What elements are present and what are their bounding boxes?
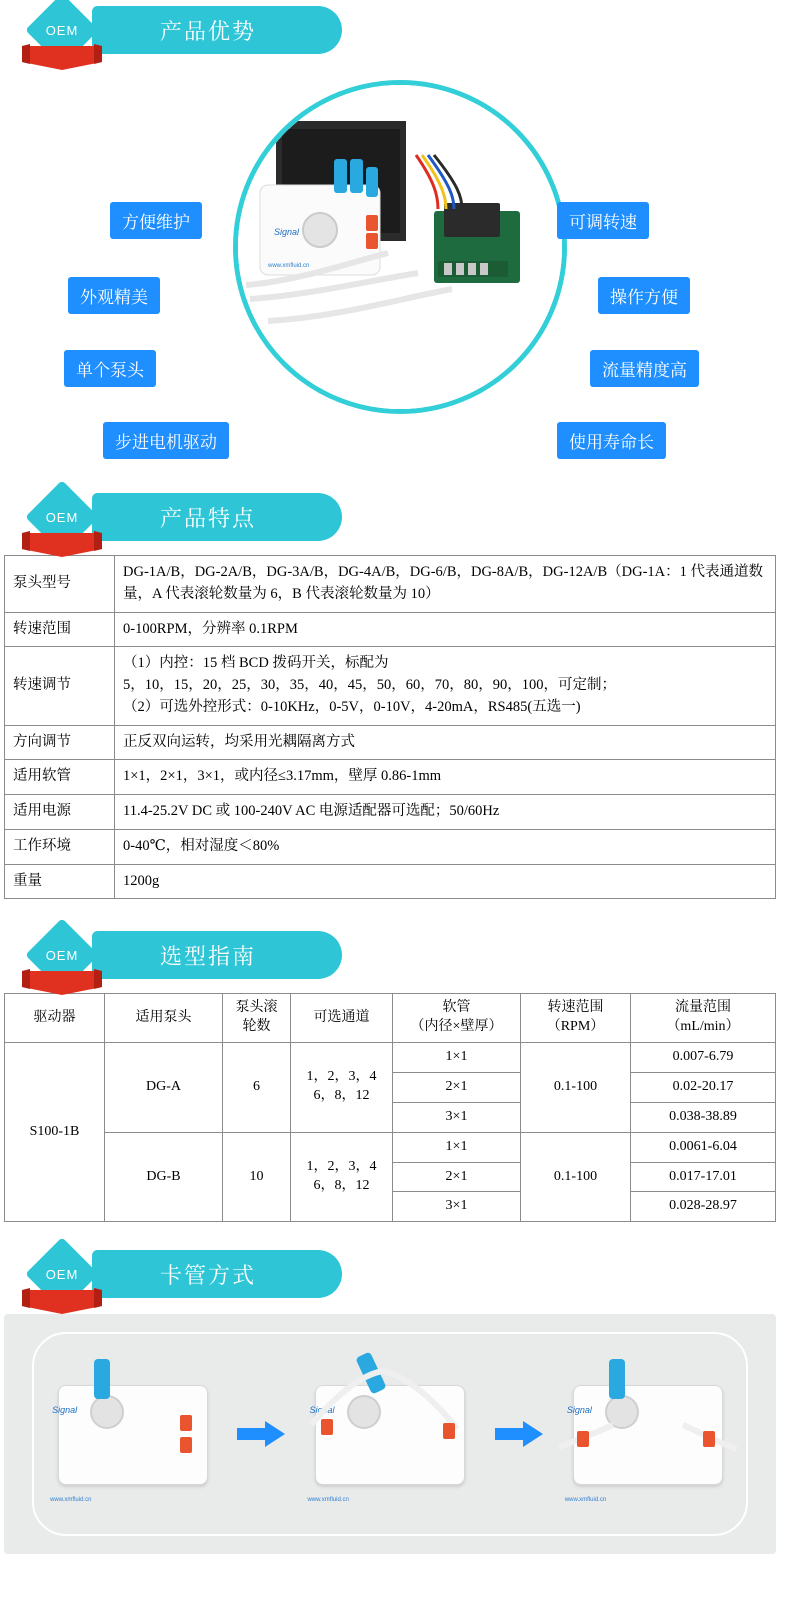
header-line: 软管 [442,1000,471,1016]
spec-label: 泵头型号 [5,556,115,613]
channels-line: 1，2，3，4 [306,1159,377,1175]
selection-guide-table [4,993,776,1222]
spec-label: 工作环境 [5,829,115,864]
advantage-tag: 可调转速 [557,202,649,239]
column-header-tube [393,994,521,1043]
spec-label: 适用电源 [5,795,115,830]
column-header-speed [521,994,631,1043]
spec-value: 0-100RPM，分辨率 0.1RPM [115,612,776,647]
column-header-rollers [223,994,291,1043]
cell-flow-range: 0.02-20.17 [631,1072,776,1102]
oem-label: OEM [45,509,79,525]
table-row [5,1132,776,1162]
banner-plate [92,1250,342,1298]
banner-plate [92,6,342,54]
table-row [5,829,776,864]
channels-line: 6，8，12 [313,1088,370,1104]
advantage-tag: 单个泵头 [64,350,156,387]
header-line: （mL/min） [666,1019,740,1035]
cell-channels [291,1043,393,1133]
tube-clip-icon [321,1419,333,1435]
table-row [5,612,776,647]
table-header-row [5,994,776,1043]
cell-tube: 2×1 [393,1162,521,1192]
oem-label: OEM [45,22,79,38]
section-banner-tube [14,1244,800,1306]
header-line: 可选通道 [313,1009,370,1025]
spec-value: 0-40℃，相对湿度＜80% [115,829,776,864]
section-title: 选型指南 [160,943,257,969]
section-title: 产品特点 [160,505,257,531]
tube-step-1 [40,1359,225,1509]
channels-line: 1，2，3，4 [306,1069,377,1085]
cell-pump-head: DG-A [105,1043,223,1133]
ribbon-icon [22,531,102,557]
pump-url: www.xmfluid.cn [307,1497,349,1504]
header-line: （内径×壁厚） [410,1019,503,1035]
header-line: 驱动器 [33,1009,76,1025]
pump-logo: Signal [52,1405,78,1416]
table-row [5,864,776,899]
spec-value: 11.4-25.2V DC 或 100-240V AC 电源适配器可选配；50/60Hz [115,795,776,830]
spec-value [115,647,776,725]
cell-channels [291,1132,393,1222]
spec-label: 转速调节 [5,647,115,725]
oem-label: OEM [45,947,79,963]
spec-label: 转速范围 [5,612,115,647]
pump-url: www.xmfluid.cn [50,1497,92,1504]
pump-logo: Signal [566,1405,592,1416]
cell-tube: 1×1 [393,1043,521,1073]
section-banner-features [14,487,800,549]
spec-value: 1×1，2×1，3×1，或内径≤3.17mm，壁厚 0.86-1mm [115,760,776,795]
pump-lever [94,1359,110,1399]
tube-step-3 [555,1359,740,1509]
header-line: 泵头滚 [235,1000,278,1016]
cell-tube: 2×1 [393,1072,521,1102]
section-title: 产品优势 [160,18,257,44]
product-photo-circle [233,80,567,414]
spec-label: 重量 [5,864,115,899]
spec-label: 适用软管 [5,760,115,795]
tube-clip-icon [577,1431,589,1447]
tube-loading-panel [4,1314,776,1554]
pump-url: www.xmfluid.cn [564,1497,607,1504]
header-line: 轮数 [242,1019,271,1035]
advantage-tag: 流量精度高 [590,350,699,387]
spec-value: DG-1A/B，DG-2A/B，DG-3A/B，DG-4A/B，DG-6/B，DG-8A/B，DG-12A/B（DG-1A：1 代表通道数量，A 代表滚轮数量为 6，B 代表滚轮数量为 10） [115,556,776,613]
tube-clip-icon [703,1431,715,1447]
tube-step-2 [297,1359,482,1509]
column-header-channels [291,994,393,1043]
section-title: 卡管方式 [160,1262,257,1288]
advantage-tag: 操作方便 [598,277,690,314]
ribbon-icon [22,969,102,995]
cell-pump-head: DG-B [105,1132,223,1222]
tube-clip-icon [180,1437,192,1453]
cell-rollers: 6 [223,1043,291,1133]
spec-label: 方向调节 [5,725,115,760]
cell-flow-range: 0.0061-6.04 [631,1132,776,1162]
section-banner-advantage [14,0,800,62]
cell-flow-range: 0.038-38.89 [631,1102,776,1132]
svg-text:www.xmfluid.cn: www.xmfluid.cn [268,263,310,269]
banner-plate [92,493,342,541]
arrow-right-icon [495,1421,543,1447]
column-header-driver [5,994,105,1043]
spec-value: 1200g [115,864,776,899]
table-row [5,725,776,760]
banner-plate [92,931,342,979]
cell-tube: 1×1 [393,1132,521,1162]
spec-value-line: （2）可选外控形式：0-10KHz，0-5V，0-10V，4-20mA，RS485(五选一) [123,698,581,715]
channels-line: 6，8，12 [313,1178,370,1194]
ribbon-icon [22,44,102,70]
spec-value: 正反双向运转，均采用光耦隔离方式 [115,725,776,760]
pump-body [58,1385,208,1485]
header-line: 转速范围 [547,1000,604,1016]
oem-label: OEM [45,1266,79,1282]
spec-value-line: （1）内控：15 档 BCD 拨码开关，标配为 [123,655,389,672]
table-row [5,1043,776,1073]
arrow-right-icon [237,1421,285,1447]
advantage-tag: 步进电机驱动 [103,422,229,459]
cell-rollers: 10 [223,1132,291,1222]
table-row [5,760,776,795]
advantage-tag: 使用寿命长 [557,422,666,459]
column-header-flow [631,994,776,1043]
product-photo [238,85,567,414]
pump-logo: Signal [309,1405,335,1416]
tube-clip-icon [180,1415,192,1431]
header-line: （RPM） [546,1019,605,1035]
spec-value-line: 5，10，15，20，25，30，35，40，45，50，60，70，80，90，100，可定制； [123,677,616,693]
section-banner-guide [14,925,800,987]
header-line: 流量范围 [675,1000,731,1016]
advantage-tag: 外观精美 [68,277,160,314]
advantage-tag: 方便维护 [110,202,202,239]
table-row [5,647,776,725]
cell-tube: 3×1 [393,1102,521,1132]
advantage-section [0,62,800,452]
spec-table [4,555,776,899]
table-row [5,795,776,830]
column-header-pump-head [105,994,223,1043]
cell-flow-range: 0.007-6.79 [631,1043,776,1073]
tube-clip-icon [443,1423,455,1439]
cell-speed-range: 0.1-100 [521,1132,631,1222]
ribbon-icon [22,1288,102,1314]
table-row [5,556,776,613]
header-line: 适用泵头 [135,1009,192,1025]
cell-flow-range: 0.028-28.97 [631,1192,776,1222]
cell-tube: 3×1 [393,1192,521,1222]
tube-loading-inner-frame [32,1332,748,1536]
cell-flow-range: 0.017-17.01 [631,1162,776,1192]
cell-driver: S100-1B [5,1043,105,1222]
cell-speed-range: 0.1-100 [521,1043,631,1133]
svg-text:Signal: Signal [274,227,300,237]
